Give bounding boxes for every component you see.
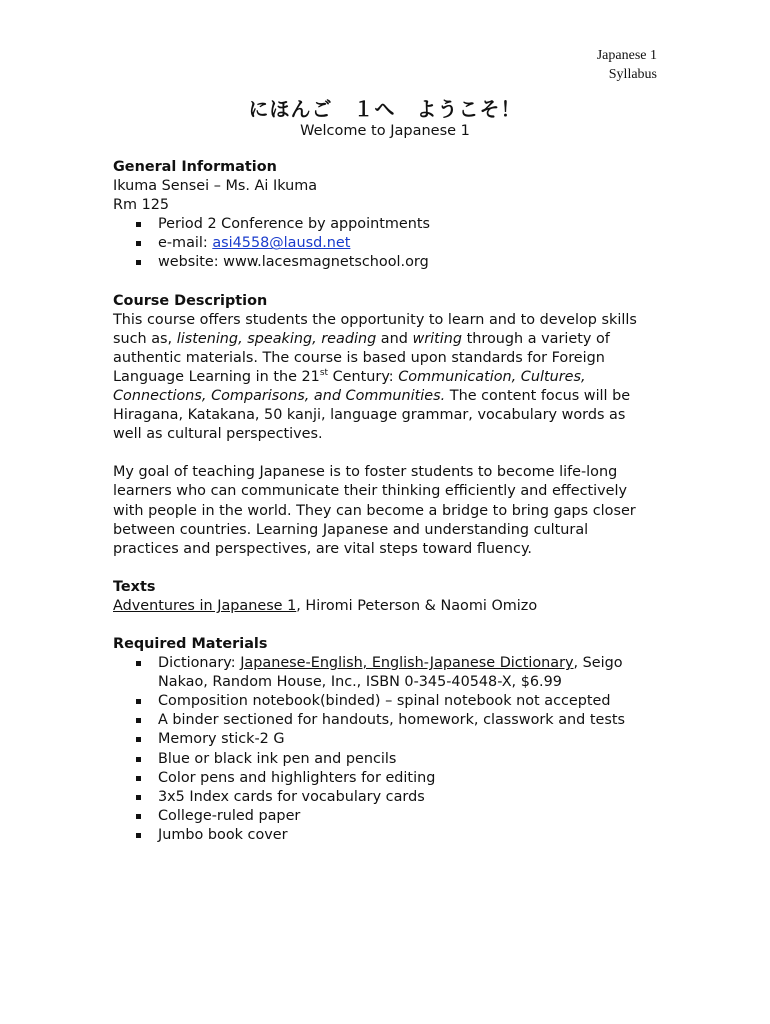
page-subtitle: Welcome to Japanese 1 [300, 123, 470, 139]
email-link[interactable]: asi4558@lausd.net [212, 235, 351, 252]
general-info-heading: General Information [113, 159, 277, 175]
course-description-paragraph [113, 311, 658, 445]
texts-heading: Texts [113, 578, 156, 595]
conference-info: Period 2 Conference by appointments [158, 216, 430, 233]
list-item [113, 654, 658, 692]
text-run: Century: [328, 368, 399, 385]
skills-text: listening, speaking, reading [176, 330, 377, 347]
list-item: 3x5 Index cards for vocabulary cards [113, 788, 658, 807]
skill-writing-text: writing [412, 330, 463, 347]
textbook-title: Adventures in Japanese 1 [113, 597, 297, 614]
dictionary-title: Japanese-English, English-Japanese Dictionary [240, 655, 574, 672]
list-item: A binder sectioned for handouts, homework, classwork and tests [113, 711, 658, 730]
text-run: The content focus will be Hiragana, Katakana, 50 kanji, language grammar, vocabulary words as well as cultural perspectives. [113, 388, 631, 443]
standards-text: Communication, Cultures, Connections, Comparisons, and Communities. [113, 368, 586, 405]
header-doc-type: Syllabus [608, 67, 657, 82]
list-item [113, 253, 658, 272]
materials-list [113, 654, 658, 845]
list-item: Composition notebook(binded) – spinal notebook not accepted [113, 692, 658, 711]
list-item: Jumbo book cover [113, 826, 658, 845]
list-item: Blue or black ink pen and pencils [113, 750, 658, 769]
required-materials-heading: Required Materials [113, 635, 268, 652]
teacher-name: Ikuma Sensei – Ms. Ai Ikuma [113, 178, 318, 195]
list-item [113, 215, 658, 234]
page-header [597, 46, 657, 84]
text-run: This course offers students the opportunity to learn and to develop skills such as, [113, 311, 637, 347]
textbook-line [113, 597, 658, 616]
contact-list [113, 215, 658, 272]
list-item: Color pens and highlighters for editing [113, 769, 658, 788]
list-item: Memory stick-2 G [113, 730, 658, 749]
ordinal-suffix: st [319, 368, 329, 379]
text-run: through a variety of authentic materials. The course is based upon standards for Foreign Language Learning in the 21 [113, 330, 610, 385]
teaching-goal-paragraph: My goal of teaching Japanese is to foster students to become life-long learners who can communicate their thinking efficiently and effectively with people in the world. They can become a bridge to bring gaps closer between countries. Learning Japanese and understanding cultural practices and perspectives, are vital steps toward fluency. [113, 464, 636, 557]
syllabus-body [113, 158, 658, 845]
text-run: and [376, 330, 413, 347]
header-course: Japanese 1 [596, 48, 657, 63]
dictionary-label: Dictionary: [158, 655, 241, 672]
list-item [113, 234, 658, 253]
dictionary-details: , Seigo Nakao, Random House, Inc., ISBN 0-345-40548-X, $6.99 [158, 655, 623, 691]
website-info: website: www.lacesmagnetschool.org [158, 254, 429, 271]
email-label: e-mail: [158, 235, 213, 252]
page-title-japanese: にほんご １へ ようこそ！ [248, 97, 522, 121]
room-number: Rm 125 [113, 197, 170, 214]
course-description-heading: Course Description [113, 292, 268, 309]
textbook-authors: , Hiromi Peterson & Naomi Omizo [296, 597, 538, 614]
list-item: College-ruled paper [113, 807, 658, 826]
